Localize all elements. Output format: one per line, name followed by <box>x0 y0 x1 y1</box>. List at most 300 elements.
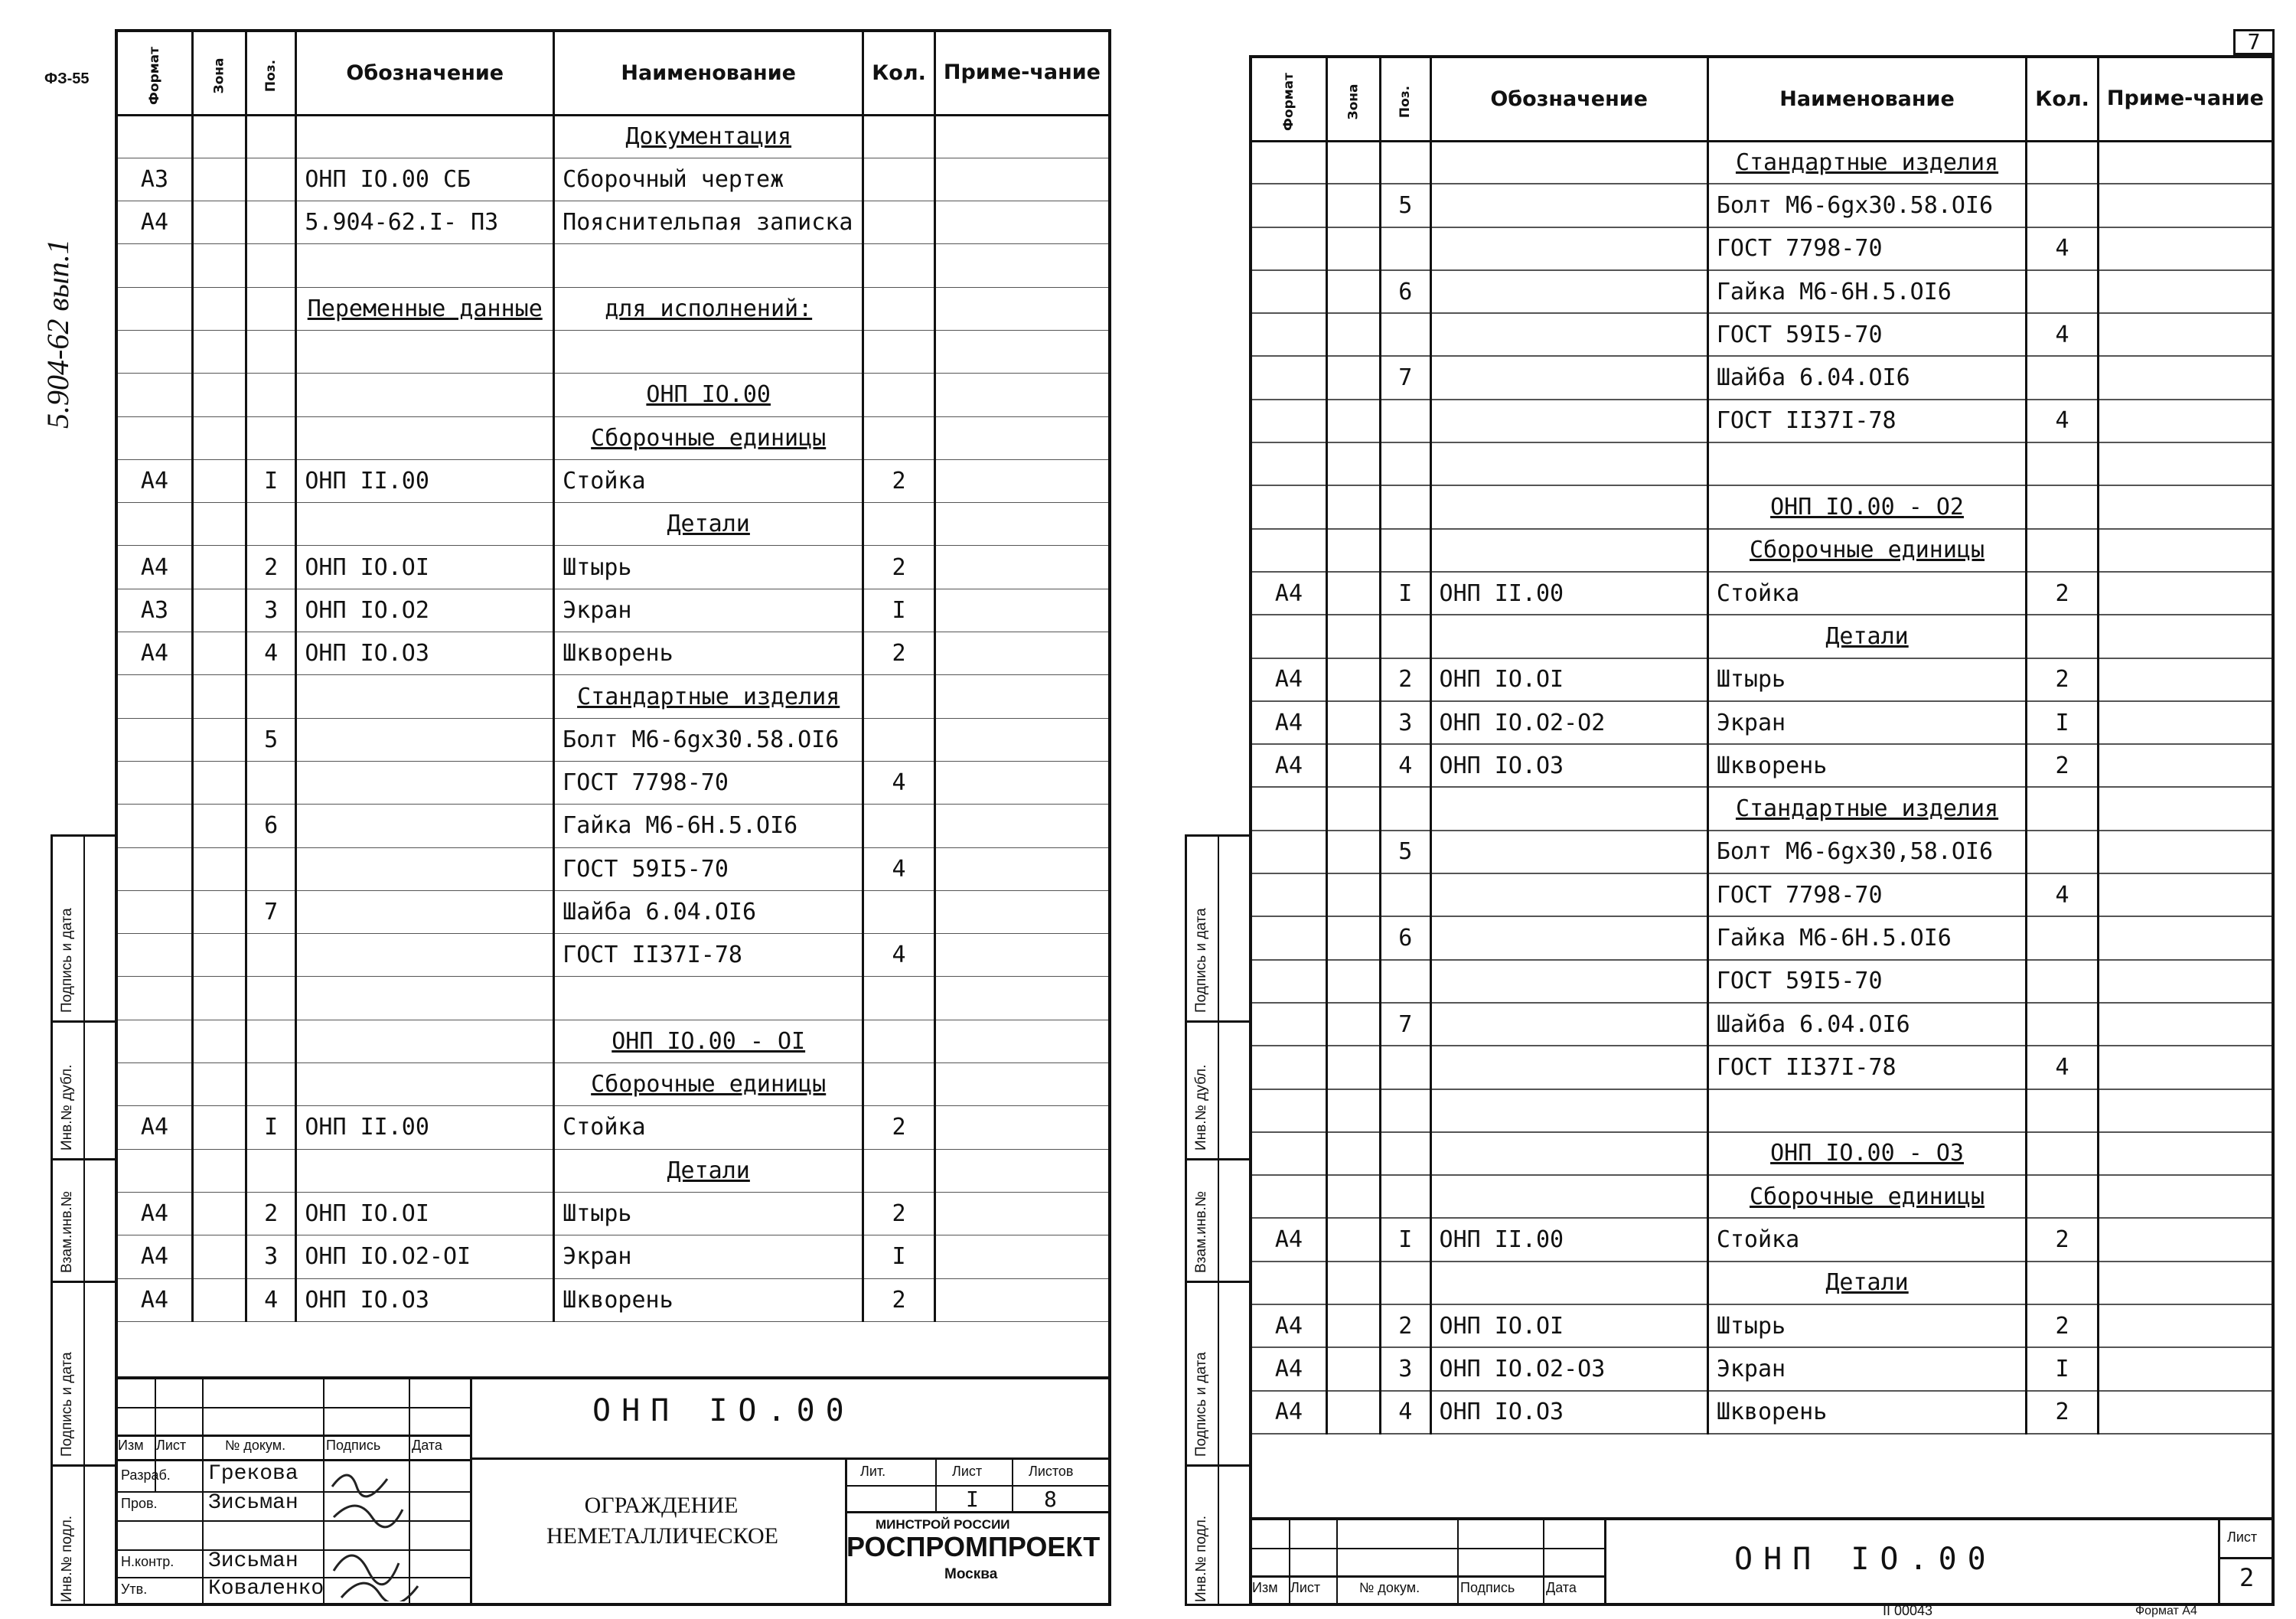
cell-note <box>934 158 1108 201</box>
cell-designation <box>296 718 554 761</box>
cell-zone <box>192 374 246 416</box>
cell-designation: ОНП IO.O2-O2 <box>1430 701 1707 744</box>
cell-note <box>934 847 1108 890</box>
cell-name: Штырь <box>1707 658 2026 701</box>
cell-qty <box>863 1149 935 1192</box>
cell-note <box>934 934 1108 977</box>
table-row <box>118 244 1108 287</box>
cell-format <box>118 847 192 890</box>
r-stamp-col-sign: Подпись <box>1460 1580 1515 1595</box>
cell-format <box>118 244 192 287</box>
cell-pos: 3 <box>246 589 295 632</box>
cell-note <box>2098 270 2272 313</box>
cell-zone <box>192 115 246 158</box>
role-dev: Разраб. <box>121 1467 171 1483</box>
cell-pos <box>246 330 295 373</box>
side-label-replace: Взам.инв.№ <box>59 1190 75 1273</box>
r-stamp-sheet-label: Лист <box>2227 1529 2258 1545</box>
cell-name: Экран <box>554 589 863 632</box>
table-row <box>1252 1347 2272 1390</box>
cell-zone <box>192 1106 246 1149</box>
right-table-header <box>1252 58 2272 141</box>
cell-designation: ОНП IO.OI <box>1430 658 1707 701</box>
cell-pos: 4 <box>246 1278 295 1321</box>
cell-designation: ОНП II.00 <box>1430 1218 1707 1261</box>
cell-zone <box>1326 184 1380 227</box>
cell-pos: 6 <box>1380 270 1430 313</box>
cell-qty <box>2027 1175 2099 1218</box>
org-line3: Москва <box>944 1566 998 1582</box>
cell-zone <box>1326 1175 1380 1218</box>
cell-designation <box>1430 1046 1707 1089</box>
cell-note <box>934 1106 1108 1149</box>
cell-qty <box>863 675 935 718</box>
cell-qty: 2 <box>2027 658 2099 701</box>
cell-designation <box>1430 1132 1707 1175</box>
cell-qty: I <box>863 1235 935 1278</box>
cell-zone <box>1326 529 1380 572</box>
cell-zone <box>1326 141 1380 184</box>
cell-zone <box>1326 1391 1380 1434</box>
cell-format <box>1252 141 1326 184</box>
cell-format <box>118 675 192 718</box>
cell-note <box>2098 356 2272 399</box>
cell-note <box>934 503 1108 546</box>
table-row <box>1252 1003 2272 1046</box>
cell-format <box>118 416 192 459</box>
cell-name: Стойка <box>1707 572 2026 615</box>
cell-note <box>934 1020 1108 1062</box>
cell-format <box>118 805 192 847</box>
cell-zone <box>1326 1304 1380 1347</box>
cell-designation <box>1430 916 1707 959</box>
cell-designation <box>1430 313 1707 356</box>
stamp-col-sign: Подпись <box>326 1438 381 1453</box>
cell-name: ОНП IO.00 - OI <box>554 1020 863 1062</box>
cell-name: Экран <box>554 1235 863 1278</box>
cell-format <box>118 115 192 158</box>
right-sheet <box>1249 55 2275 1606</box>
cell-qty <box>863 374 935 416</box>
cell-note <box>934 459 1108 502</box>
cell-name: Стойка <box>554 459 863 502</box>
cell-note <box>934 761 1108 804</box>
cell-pos: 6 <box>1380 916 1430 959</box>
cell-zone <box>192 890 246 933</box>
cell-zone <box>192 503 246 546</box>
cell-designation <box>296 675 554 718</box>
cell-note <box>934 115 1108 158</box>
cell-pos: I <box>1380 1218 1430 1261</box>
cell-pos: 3 <box>246 1235 295 1278</box>
cell-qty <box>863 287 935 330</box>
table-row <box>1252 916 2272 959</box>
cell-zone <box>192 158 246 201</box>
cell-designation <box>1430 1003 1707 1046</box>
cell-format: А4 <box>1252 744 1326 787</box>
cell-zone <box>1326 485 1380 528</box>
cell-qty <box>863 416 935 459</box>
series-label: 5.904-62 вып.1 <box>41 239 75 429</box>
cell-format <box>1252 873 1326 916</box>
cell-format: А4 <box>1252 701 1326 744</box>
cell-format <box>1252 1046 1326 1089</box>
cell-pos <box>246 287 295 330</box>
table-row <box>1252 270 2272 313</box>
cell-name: Детали <box>1707 1262 2026 1304</box>
cell-format <box>118 1149 192 1192</box>
table-row <box>118 718 1108 761</box>
r-stamp-col-list: Лист <box>1290 1580 1321 1595</box>
table-row <box>118 1149 1108 1192</box>
cell-qty: 2 <box>863 1106 935 1149</box>
cell-format <box>118 1020 192 1062</box>
cell-pos <box>1380 529 1430 572</box>
cell-pos: 4 <box>1380 1391 1430 1434</box>
r-side-label-orig: Инв.№ подл. <box>1193 1515 1209 1602</box>
table-row <box>118 632 1108 675</box>
r-stamp-col-ndoc: № докум. <box>1359 1580 1420 1595</box>
bottom-format-note: Формат А4 <box>2135 1604 2197 1617</box>
cell-qty <box>2027 787 2099 830</box>
cell-format <box>1252 270 1326 313</box>
cell-name: Штырь <box>554 1192 863 1235</box>
cell-zone <box>1326 615 1380 658</box>
cell-format <box>1252 227 1326 270</box>
cell-note <box>2098 184 2272 227</box>
cell-note <box>934 374 1108 416</box>
table-row <box>118 805 1108 847</box>
signatures <box>326 1464 441 1601</box>
cell-qty: 4 <box>2027 400 2099 442</box>
cell-qty: I <box>2027 701 2099 744</box>
cell-designation <box>1430 787 1707 830</box>
cell-format <box>1252 1175 1326 1218</box>
table-row <box>1252 960 2272 1003</box>
cell-pos <box>1380 1262 1430 1304</box>
cell-name: для исполнений: <box>554 287 863 330</box>
cell-designation <box>1430 270 1707 313</box>
cell-qty <box>863 244 935 287</box>
table-row <box>1252 313 2272 356</box>
cell-name: Сборочные единицы <box>554 1063 863 1106</box>
cell-designation: ОНП IO.O3 <box>1430 1391 1707 1434</box>
cell-name: Штырь <box>554 546 863 589</box>
r-hdr-name: Наименование <box>1707 58 2026 141</box>
cell-note <box>2098 831 2272 873</box>
cell-name: ГОСТ 59I5-70 <box>1707 313 2026 356</box>
cell-qty <box>2027 615 2099 658</box>
table-row <box>1252 831 2272 873</box>
table-row <box>1252 1262 2272 1304</box>
cell-name: Документация <box>554 115 863 158</box>
left-side-strip <box>51 834 115 1606</box>
r-hdr-format: Формат <box>1280 72 1296 131</box>
cell-note <box>2098 313 2272 356</box>
cell-designation: Переменные данные <box>296 287 554 330</box>
cell-pos <box>1380 1175 1430 1218</box>
cell-note <box>2098 960 2272 1003</box>
cell-zone <box>1326 873 1380 916</box>
r-hdr-zone: Зона <box>1345 83 1362 120</box>
cell-zone <box>192 201 246 244</box>
cell-pos: 7 <box>246 890 295 933</box>
table-row <box>118 459 1108 502</box>
cell-designation: ОНП IO.OI <box>296 546 554 589</box>
cell-zone <box>1326 442 1380 485</box>
cell-note <box>2098 1391 2272 1434</box>
cell-name: ГОСТ II37I-78 <box>1707 400 2026 442</box>
cell-note <box>934 977 1108 1020</box>
cell-format: А4 <box>1252 1391 1326 1434</box>
cell-name: Шайба 6.04.OI6 <box>1707 1003 2026 1046</box>
cell-qty: 2 <box>863 459 935 502</box>
cell-name: Шкворень <box>1707 1391 2026 1434</box>
table-row <box>1252 400 2272 442</box>
cell-zone <box>1326 787 1380 830</box>
cell-name: ГОСТ 59I5-70 <box>1707 960 2026 1003</box>
table-row <box>118 158 1108 201</box>
table-row <box>118 589 1108 632</box>
cell-name: ГОСТ II37I-78 <box>1707 1046 2026 1089</box>
stamp-lit: Лит. <box>860 1464 886 1479</box>
cell-designation <box>1430 227 1707 270</box>
cell-designation <box>296 847 554 890</box>
table-row <box>118 977 1108 1020</box>
cell-note <box>934 287 1108 330</box>
cell-pos <box>1380 960 1430 1003</box>
cell-note <box>934 632 1108 675</box>
cell-qty: 2 <box>863 546 935 589</box>
cell-designation: ОНП II.00 <box>296 459 554 502</box>
table-row <box>1252 485 2272 528</box>
cell-qty <box>2027 916 2099 959</box>
table-row <box>118 503 1108 546</box>
r-stamp-col-date: Дата <box>1546 1580 1577 1595</box>
cell-qty <box>863 330 935 373</box>
cell-qty: 2 <box>2027 1391 2099 1434</box>
cell-note <box>2098 1262 2272 1304</box>
cell-pos <box>246 244 295 287</box>
cell-format <box>118 1063 192 1106</box>
cell-note <box>2098 916 2272 959</box>
cell-note <box>934 416 1108 459</box>
side-label-sign-date-1: Подпись и дата <box>59 908 75 1013</box>
cell-name: Сборочные единицы <box>1707 529 2026 572</box>
table-row <box>118 330 1108 373</box>
cell-note <box>2098 1347 2272 1390</box>
cell-qty: 2 <box>863 1278 935 1321</box>
table-row <box>1252 787 2272 830</box>
cell-qty <box>863 1020 935 1062</box>
cell-designation: ОНП IO.OI <box>1430 1304 1707 1347</box>
cell-note <box>2098 1175 2272 1218</box>
cell-pos <box>1380 1046 1430 1089</box>
cell-name: Стандартные изделия <box>1707 141 2026 184</box>
cell-zone <box>192 546 246 589</box>
hdr-format: Формат <box>146 46 162 105</box>
cell-designation: ОНП IO.O2-O3 <box>1430 1347 1707 1390</box>
cell-note <box>2098 744 2272 787</box>
cell-name: Штырь <box>1707 1304 2026 1347</box>
cell-format <box>118 330 192 373</box>
cell-designation <box>296 761 554 804</box>
cell-format: А4 <box>1252 1347 1326 1390</box>
cell-format: А4 <box>118 1235 192 1278</box>
cell-note <box>934 330 1108 373</box>
cell-name: Сборочные единицы <box>554 416 863 459</box>
cell-pos <box>1380 227 1430 270</box>
cell-note <box>2098 442 2272 485</box>
left-doc-code: ОНП IO.00 <box>592 1393 855 1428</box>
cell-qty: 2 <box>2027 1304 2099 1347</box>
stamp-sheet: I <box>966 1487 979 1512</box>
cell-name: Стандартные изделия <box>554 675 863 718</box>
cell-format <box>1252 529 1326 572</box>
cell-qty <box>863 718 935 761</box>
cell-note <box>934 589 1108 632</box>
cell-zone <box>192 977 246 1020</box>
cell-designation <box>1430 485 1707 528</box>
cell-name: Гайка М6-6Н.5.OI6 <box>554 805 863 847</box>
cell-name: Экран <box>1707 1347 2026 1390</box>
cell-format <box>1252 831 1326 873</box>
cell-zone <box>1326 1089 1380 1132</box>
cell-pos: I <box>1380 572 1430 615</box>
r-side-label-sign-date-1: Подпись и дата <box>1193 908 1209 1013</box>
cell-zone <box>192 718 246 761</box>
cell-zone <box>1326 658 1380 701</box>
cell-zone <box>192 287 246 330</box>
cell-designation <box>1430 356 1707 399</box>
cell-format <box>118 890 192 933</box>
cell-qty: 4 <box>863 761 935 804</box>
table-row <box>118 675 1108 718</box>
cell-zone <box>192 675 246 718</box>
left-title-block <box>118 1376 1108 1603</box>
cell-qty: 2 <box>2027 1218 2099 1261</box>
cell-name: Гайка М6-6Н.5.OI6 <box>1707 916 2026 959</box>
cell-designation <box>1430 1262 1707 1304</box>
stamp-sheet-label: Лист <box>952 1464 983 1479</box>
cell-zone <box>192 632 246 675</box>
table-row <box>1252 141 2272 184</box>
cell-name: Пояснительпая записка <box>554 201 863 244</box>
hdr-qty: Кол. <box>863 32 935 115</box>
cell-note <box>2098 529 2272 572</box>
cell-designation <box>1430 615 1707 658</box>
cell-designation <box>296 934 554 977</box>
cell-format <box>118 374 192 416</box>
table-row <box>1252 184 2272 227</box>
cell-qty: 4 <box>863 847 935 890</box>
cell-format <box>1252 787 1326 830</box>
cell-qty <box>863 158 935 201</box>
cell-zone <box>1326 227 1380 270</box>
cell-note <box>2098 572 2272 615</box>
hdr-designation: Обозначение <box>296 32 554 115</box>
cell-note <box>2098 1003 2272 1046</box>
table-row <box>118 115 1108 158</box>
name-check: Зисьман <box>208 1491 298 1515</box>
cell-format: А4 <box>1252 658 1326 701</box>
cell-designation <box>296 115 554 158</box>
cell-name: ОНП IO.00 - O2 <box>1707 485 2026 528</box>
cell-pos <box>246 675 295 718</box>
cell-note <box>934 675 1108 718</box>
cell-pos <box>246 934 295 977</box>
cell-designation <box>1430 873 1707 916</box>
table-row <box>118 1063 1108 1106</box>
stamp-col-date: Дата <box>412 1438 442 1453</box>
cell-zone <box>192 459 246 502</box>
cell-qty <box>2027 529 2099 572</box>
cell-qty: 4 <box>863 934 935 977</box>
stamp-col-ndoc: № докум. <box>225 1438 286 1453</box>
cell-qty <box>2027 141 2099 184</box>
cell-name: Шайба 6.04.OI6 <box>554 890 863 933</box>
cell-zone <box>192 934 246 977</box>
cell-zone <box>192 1278 246 1321</box>
cell-designation <box>1430 529 1707 572</box>
cell-designation <box>296 503 554 546</box>
cell-pos <box>246 115 295 158</box>
cell-note <box>2098 873 2272 916</box>
cell-qty <box>863 977 935 1020</box>
table-row <box>1252 744 2272 787</box>
table-row <box>1252 1304 2272 1347</box>
role-norm: Н.контр. <box>121 1554 174 1569</box>
cell-name: Экран <box>1707 701 2026 744</box>
table-row <box>118 287 1108 330</box>
cell-zone <box>1326 960 1380 1003</box>
table-row <box>118 1020 1108 1062</box>
cell-qty: 2 <box>2027 744 2099 787</box>
cell-format: А4 <box>118 201 192 244</box>
cell-qty: 2 <box>863 632 935 675</box>
cell-zone <box>1326 1262 1380 1304</box>
cell-zone <box>192 244 246 287</box>
left-doc-title: ОГРАЖДЕНИЕ НЕМЕТАЛЛИЧЕСКОЕ <box>546 1493 778 1549</box>
cell-qty <box>863 1063 935 1106</box>
cell-name: Шкворень <box>554 1278 863 1321</box>
cell-designation <box>296 890 554 933</box>
table-row <box>118 1192 1108 1235</box>
r-stamp-sheet: 2 <box>2239 1563 2255 1592</box>
table-row <box>118 374 1108 416</box>
cell-qty <box>2027 831 2099 873</box>
table-row <box>118 1106 1108 1149</box>
cell-zone <box>1326 572 1380 615</box>
cell-zone <box>192 1149 246 1192</box>
cell-designation <box>1430 1175 1707 1218</box>
cell-note <box>934 1278 1108 1321</box>
cell-qty: 2 <box>2027 572 2099 615</box>
r-hdr-designation: Обозначение <box>1430 58 1707 141</box>
cell-pos <box>246 847 295 890</box>
cell-designation: ОНП II.00 <box>1430 572 1707 615</box>
table-row <box>1252 873 2272 916</box>
cell-designation <box>296 374 554 416</box>
right-side-strip <box>1185 834 1249 1606</box>
cell-pos <box>1380 1089 1430 1132</box>
cell-note <box>934 1063 1108 1106</box>
right-title-block <box>1252 1517 2272 1603</box>
cell-note <box>934 718 1108 761</box>
table-row <box>118 201 1108 244</box>
cell-note <box>2098 400 2272 442</box>
cell-pos: 2 <box>246 546 295 589</box>
